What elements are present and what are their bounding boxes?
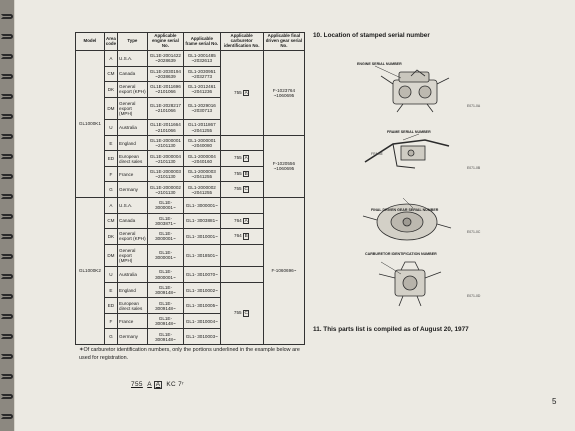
binding-ring: [1, 234, 13, 239]
engine-serial-label: ENGINE SERIAL NUMBER: [357, 62, 402, 66]
frame-cell: GL1-2012461 ~2041236: [184, 82, 220, 98]
binding-ring: [1, 154, 13, 159]
engine-cell: GL1E-2011664 ~2101066: [147, 120, 183, 136]
binding-ring: [1, 194, 13, 199]
area-cell: F: [104, 313, 117, 329]
section-11-title: 11. This parts list is compiled as of August 20, 1977: [313, 326, 469, 333]
type-cell: General export (MPH): [118, 97, 148, 120]
engine-cell: GL1E-2011696 ~2101066: [147, 82, 183, 98]
binding-ring: [1, 274, 13, 279]
carb-number: 764: [234, 217, 242, 223]
example-box-letter: A: [155, 381, 161, 388]
serial-number-table: [75, 32, 305, 345]
frame-serial-figure: [345, 126, 465, 174]
header-area-code: Area code: [104, 33, 117, 51]
frame-cell: GL1- 3010004~: [184, 313, 220, 329]
binding-ring: [1, 74, 13, 79]
type-cell: European direct sales: [118, 151, 148, 167]
binding-ring: [1, 134, 13, 139]
engine-cell: GL1E-2028217 ~2101066: [147, 97, 183, 120]
engine-cell: GL1E- 3009148~: [147, 329, 183, 345]
type-cell: England: [118, 282, 148, 298]
frame-cell: GL1- 3010070~: [184, 267, 220, 283]
binding-ring: [1, 334, 13, 339]
engine-cell: GL1E-2030194 ~2038639: [147, 66, 183, 82]
carburetor-id-figure: [345, 250, 465, 310]
binding-ring: [1, 14, 13, 19]
carburetor-number-example: [131, 381, 184, 389]
example-number: 755: [131, 381, 143, 388]
binding-ring: [1, 114, 13, 119]
frame-cell: GL1- 3010003~: [184, 329, 220, 345]
area-cell: U: [104, 120, 117, 136]
area-cell: E: [104, 282, 117, 298]
carb-cell: [220, 51, 263, 136]
type-cell: Canada: [118, 66, 148, 82]
frame-cell: GL1-2011867 ~2041255: [184, 120, 220, 136]
binding-ring: [1, 34, 13, 39]
carb-number: 755: [233, 186, 242, 192]
binding-ring: [1, 54, 13, 59]
frame-cell: GL1-2000003 ~2041255: [184, 166, 220, 182]
type-cell: France: [118, 313, 148, 329]
binding-ring: [1, 414, 13, 419]
carb-cell: [220, 151, 263, 167]
type-cell: Canada: [118, 213, 148, 229]
type-cell: France: [118, 166, 148, 182]
frame-cell: GL1- 3018501~: [184, 244, 220, 267]
type-cell: Australia: [118, 267, 148, 283]
area-cell: A: [104, 197, 117, 213]
type-cell: U.S.A.: [118, 51, 148, 67]
binding-ring: [1, 394, 13, 399]
binding-ring: [1, 214, 13, 219]
engine-cell: GL1E-2000003 ~2101130: [147, 166, 183, 182]
carb-box-letter: B: [244, 233, 248, 239]
carb-box-letter: A: [244, 217, 248, 223]
example-letter: A: [147, 381, 152, 388]
frame-cell: GL1- 3010001~: [184, 229, 220, 245]
carburetor-footnote: ✶Of carburetor identification numbers, only the portions underlined in the example below are used for registration.: [79, 347, 300, 361]
final-gear-serial-label: FINAL DRIVEN GEAR SERIAL NUMBER: [371, 208, 439, 212]
engine-cell: GL1E- 3000001~: [147, 197, 183, 213]
carb-cell: [220, 166, 263, 182]
carb-cell: [220, 197, 263, 213]
engine-serial-figure: [345, 58, 465, 114]
carb-box-letter: B: [244, 170, 248, 176]
type-cell: General export (KPH): [118, 82, 148, 98]
engine-cell: GL1E- 3003871~: [147, 213, 183, 229]
carb-number: 755: [233, 310, 242, 316]
carb-cell: [220, 182, 263, 198]
frame-cell: GL1-2000001 ~2040080: [184, 135, 220, 151]
area-cell: ED: [104, 151, 117, 167]
binding-ring: [1, 354, 13, 359]
area-cell: DK: [104, 229, 117, 245]
frame-serial-label: FRAME SERIAL NUMBER: [387, 130, 431, 134]
type-cell: General export (KPH): [118, 229, 148, 245]
table-row: [76, 135, 305, 151]
carburetor-illustration: [345, 250, 465, 310]
table-row: [76, 51, 305, 67]
carb-box-letter: A: [244, 89, 248, 95]
area-cell: CM: [104, 66, 117, 82]
header-carburetor-id: Applicable carburetor identification No.: [220, 33, 263, 51]
type-cell: England: [118, 135, 148, 151]
binding-ring: [1, 294, 13, 299]
header-final-gear-serial: Applicable final driven gear serial No.: [263, 33, 304, 51]
engine-cell: GL1E- 3009148~: [147, 282, 183, 298]
carb-cell: [220, 229, 263, 245]
spiral-binding: [0, 0, 20, 431]
final-gear-serial-figure: [345, 190, 465, 246]
frame-cell: GL1-2030951 ~2032773: [184, 66, 220, 82]
engine-illustration: [345, 58, 465, 114]
binding-ring: [1, 174, 13, 179]
engine-cell: GL1E- 3000001~: [147, 244, 183, 267]
engine-cell: GL1E-2000001 ~2101130: [147, 135, 183, 151]
frame-cell: GL1- 3003881~: [184, 213, 220, 229]
area-cell: DM: [104, 244, 117, 267]
gear-cell: F-1020556 ~1060695: [263, 135, 304, 197]
section-10-title: 10. Location of stamped serial number: [313, 32, 430, 39]
area-cell: U: [104, 267, 117, 283]
frame-cell: GL1-2000004 ~2040160: [184, 151, 220, 167]
type-cell: U.S.A.: [118, 197, 148, 213]
type-cell: Australia: [118, 120, 148, 136]
example-suffix: KC 7ʳ: [166, 381, 185, 388]
engine-cell: GL1E- 3000001~: [147, 229, 183, 245]
frame-cell: GL1-2001485 ~2032613: [184, 51, 220, 67]
binding-ring: [1, 314, 13, 319]
table-row: [76, 197, 305, 213]
gear-cell: F-1060696~: [263, 197, 304, 344]
area-cell: DM: [104, 97, 117, 120]
carb-number: 755: [234, 89, 242, 95]
area-cell: G: [104, 329, 117, 345]
area-cell: G: [104, 182, 117, 198]
frame-figure-code: E071-0B: [467, 166, 481, 170]
carb-box-letter: A: [244, 155, 248, 161]
frame-stamp-text: FRAME: [371, 152, 383, 156]
header-type: Type: [118, 33, 148, 51]
table-header-row: [76, 33, 305, 51]
frame-cell: GL1-2000002 ~2041255: [184, 182, 220, 198]
header-engine-serial: Applicable engine serial No.: [147, 33, 183, 51]
carb-number: 764: [234, 233, 242, 239]
area-cell: A: [104, 51, 117, 67]
carb-cell: [220, 135, 263, 151]
binding-ring: [1, 94, 13, 99]
engine-cell: GL1E- 3009148~: [147, 313, 183, 329]
carb-box-letter: C: [244, 310, 248, 316]
engine-cell: GL1E-2000002 ~2101130: [147, 182, 183, 198]
engine-cell: GL1E- 3009148~: [147, 298, 183, 314]
carburetor-figure-code: E071-0D: [467, 294, 481, 298]
frame-cell: GL1-2029016 ~2030713: [184, 97, 220, 120]
frame-cell: GL1- 3000001~: [184, 197, 220, 213]
carb-cell: [220, 267, 263, 283]
engine-cell: GL1E-2000004 ~2101130: [147, 151, 183, 167]
carb-cell: [220, 244, 263, 267]
area-cell: CM: [104, 213, 117, 229]
frame-cell: GL1- 3010002~: [184, 282, 220, 298]
final-gear-illustration: [345, 190, 465, 246]
carb-number: 755: [234, 155, 242, 161]
gear-cell: F-1023764 ~1060695: [263, 51, 304, 136]
model-cell: GL1000K2: [76, 197, 105, 344]
type-cell: Germany: [118, 329, 148, 345]
area-cell: ED: [104, 298, 117, 314]
engine-cell: GL1E- 3000001~: [147, 267, 183, 283]
type-cell: European direct sales: [118, 298, 148, 314]
final-gear-figure-code: E071-0C: [467, 230, 481, 234]
area-cell: F: [104, 166, 117, 182]
area-cell: DK: [104, 82, 117, 98]
engine-figure-code: E071-0A: [467, 104, 481, 108]
manual-page: [14, 0, 575, 431]
type-cell: Germany: [118, 182, 148, 198]
carb-box-letter: C: [244, 186, 248, 192]
area-cell: E: [104, 135, 117, 151]
model-cell: GL1000K1: [76, 51, 105, 198]
carburetor-id-label: CARBURETOR IDENTIFICATION NUMBER: [365, 252, 437, 256]
carb-cell: [220, 213, 263, 229]
page-number: 5: [552, 397, 557, 406]
type-cell: General export (MPH): [118, 244, 148, 267]
frame-cell: GL1- 3010005~: [184, 298, 220, 314]
carb-number: 755: [234, 170, 242, 176]
binding-ring: [1, 254, 13, 259]
header-frame-serial: Applicable frame serial No.: [184, 33, 220, 51]
header-model: Model: [76, 33, 105, 51]
carb-cell: [220, 282, 263, 344]
binding-ring: [1, 374, 13, 379]
engine-cell: GL1E-2001422 ~2028639: [147, 51, 183, 67]
